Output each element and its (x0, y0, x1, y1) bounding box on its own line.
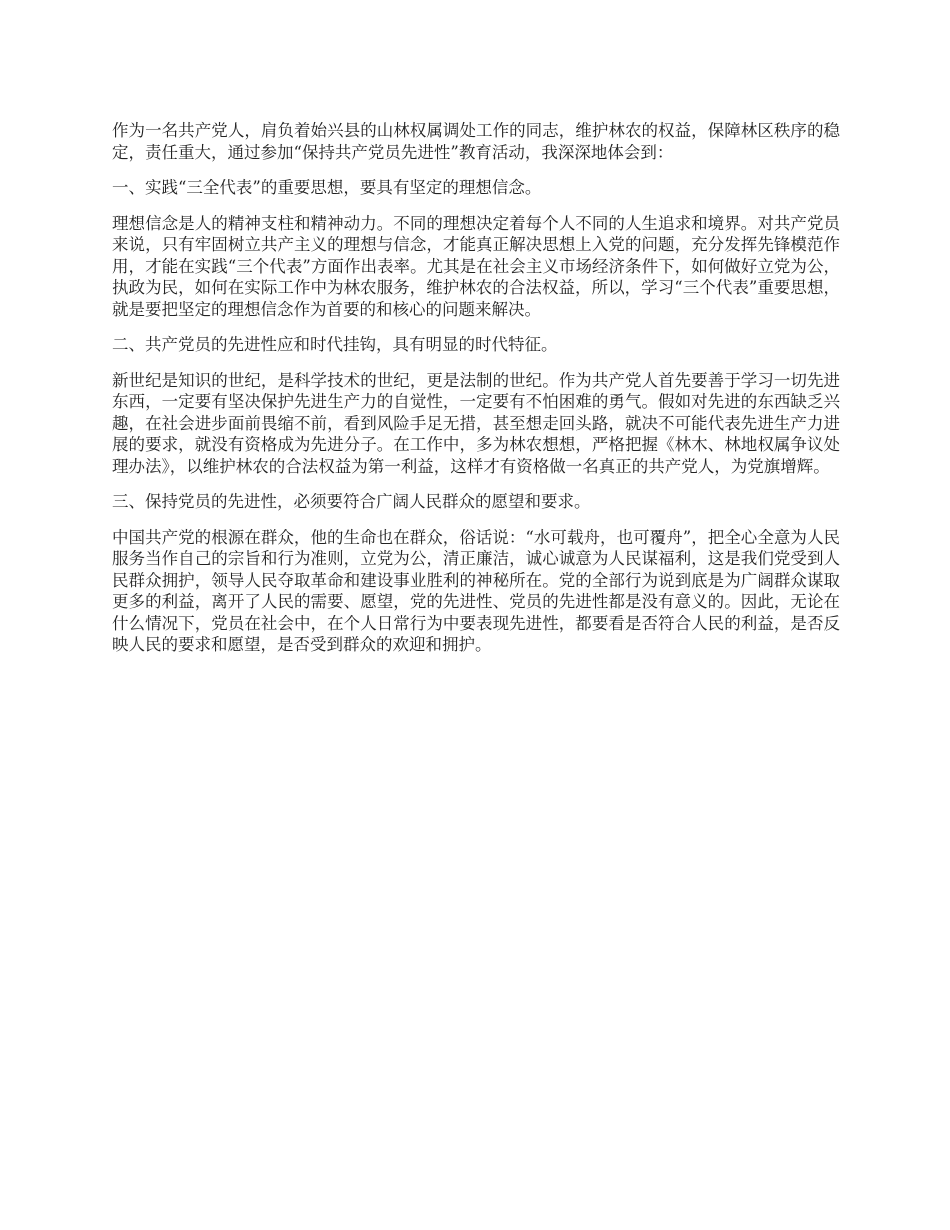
document-page (112, 120, 840, 670)
section-body-2: 新世纪是知识的世纪，是科学技术的世纪，更是法制的世纪。作为共产党人首先要善于学习一切先进东西，一定要有坚决保护先进生产力的自觉性，一定要有不怕困难的勇气。假如对先进的东西缺乏兴趣，在社会进步面前畏缩不前，看到风险手足无措，甚至想走回头路，就决不可能代表先进生产力进展的要求，就没有资格成为先进分子。在工作中，多为林农想想，严格把握《林木、林地权属争议处理办法》，以维护林农的合法权益为第一利益，这样才有资格做一名真正的共产党人，为党旗增辉。 (112, 370, 840, 476)
intro-paragraph: 作为一名共产党人，肩负着始兴县的山林权属调处工作的同志，维护林农的权益，保障林区秩序的稳定，责任重大，通过参加“保持共产党员先进性”教育活动，我深深地体会到： (112, 121, 840, 162)
section-heading-2: 二、共产党员的先进性应和时代挂钩，具有明显的时代特征。 (112, 335, 558, 354)
section-body-1: 理想信念是人的精神支柱和精神动力。不同的理想决定着每个人不同的人生追求和境界。对共产党员来说，只有牢固树立共产主义的理想与信念，才能真正解决思想上入党的问题，充分发挥先锋模范作用，才能在实践“三个代表”方面作出表率。尤其是在社会主义市场经济条件下，如何做好立党为公，执政为民，如何在实际工作中为林农服务，维护林农的合法权益，所以，学习“三个代表”重要思想，就是要把坚定的理想信念作为首要的和核心的问题来解决。 (112, 213, 840, 319)
section-body-3: 中国共产党的根源在群众，他的生命也在群众，俗话说：“水可载舟，也可覆舟”，把全心全意为人民服务当作自己的宗旨和行为准则，立党为公，清正廉洁，诚心诚意为人民谋福利，这是我们党受到人民群众拥护，领导人民夺取革命和建设事业胜利的神秘所在。党的全部行为说到底是为广阔群众谋取更多的利益，离开了人民的需要、愿望，党的先进性、党员的先进性都是没有意义的。因此，无论在什么情况下，党员在社会中，在个人日常行为中要表现先进性，都要看是否符合人民的利益，是否反映人民的要求和愿望，是否受到群众的欢迎和拥护。 (112, 527, 840, 654)
section-heading-1: 一、实践“三全代表”的重要思想，要具有坚定的理想信念。 (112, 178, 542, 197)
section-heading-3: 三、保持党员的先进性，必须要符合广阔人民群众的愿望和要求。 (112, 492, 591, 511)
